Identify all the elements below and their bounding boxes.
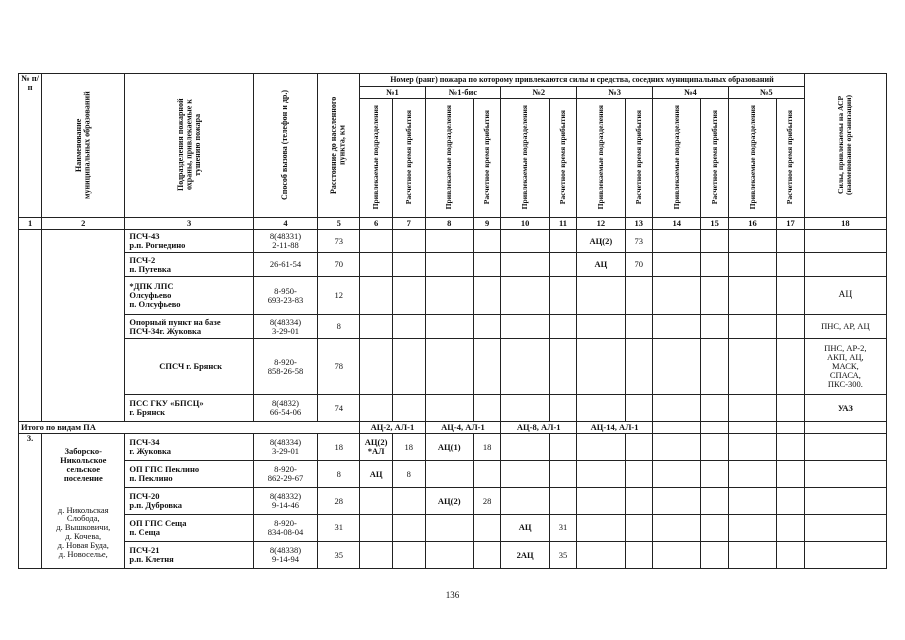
- rank1bis-units-cell: [425, 541, 473, 568]
- rank2-units-cell: 2АЦ: [501, 541, 549, 568]
- rank2-time-cell: [549, 434, 576, 461]
- unit-cell: ОП ГПС Сеща п. Сеща: [125, 514, 254, 541]
- asr-cell: ПНС, АР, АЦ: [804, 315, 886, 339]
- totals-label: Итого по видам ПА: [19, 422, 360, 434]
- header-rank-1bis: №1-бис: [425, 87, 501, 99]
- unit-cell: СПСЧ г. Брянск: [125, 339, 254, 395]
- total-rank-3: АЦ-14, АЛ-1: [577, 422, 653, 434]
- header-rank-4: №4: [652, 87, 728, 99]
- rank1bis-time-cell: [473, 514, 500, 541]
- distance-cell: 8: [318, 460, 360, 487]
- phone-cell: 8-920- 834-08-04: [253, 514, 317, 541]
- table-row: [19, 339, 887, 395]
- asr-cell: УАЗ: [804, 395, 886, 422]
- section-villages: д. Никольская Слобода, д. Вышковичи, д. Кочева, д. Новая Буда, д. Новоселье,: [56, 504, 111, 560]
- unit-cell: ПСЧ-34 г. Жуковка: [125, 434, 254, 461]
- header-call-text: Способ вызова (телефон и др.): [280, 89, 290, 200]
- phone-cell: 8-950- 693-23-83: [253, 277, 317, 315]
- rank1bis-units-cell: АЦ(2): [425, 487, 473, 514]
- section-number: 3.: [19, 434, 42, 569]
- header-units-r1: [360, 99, 393, 218]
- phone-cell: 8(4832) 66-54-06: [253, 395, 317, 422]
- distance-cell: 73: [318, 230, 360, 253]
- unit-cell: ПСЧ-43 р.п. Рогнедино: [125, 230, 254, 253]
- sub-units-text: Привлекаемые подразделения: [595, 104, 605, 210]
- fire-forces-table: [18, 73, 887, 569]
- phone-cell: 8(48332) 9-14-46: [253, 487, 317, 514]
- header-time-r2: [549, 99, 576, 218]
- phone-cell: 8(48334) 3-29-01: [253, 315, 317, 339]
- rank3-units-cell: АЦ: [577, 253, 625, 277]
- sub-time-text: Расчетное время прибытия: [785, 109, 795, 205]
- sub-units-text: Привлекаемые подразделения: [520, 104, 530, 210]
- phone-cell: 8(48334) 3-29-01: [253, 434, 317, 461]
- asr-cell: АЦ: [804, 277, 886, 315]
- rank3-time-cell: [625, 277, 652, 315]
- table-row: [19, 253, 887, 277]
- section-muni-name: Заборско- Никольское сельское поселение: [60, 445, 107, 483]
- distance-cell: 28: [318, 487, 360, 514]
- table-row: [19, 460, 887, 487]
- rank3-units-cell: [577, 277, 625, 315]
- unit-cell: ОП ГПС Пеклино п. Пеклино: [125, 460, 254, 487]
- table-row: [19, 230, 887, 253]
- rank1-units-cell: [360, 514, 393, 541]
- col-num: 16: [728, 218, 776, 230]
- unit-cell: ПСЧ-20 р.п. Дубровка: [125, 487, 254, 514]
- header-time-r4: [701, 99, 728, 218]
- rank1bis-time-cell: 28: [473, 487, 500, 514]
- rank1-units-cell: [360, 541, 393, 568]
- header-units-text: Подразделения пожарной охраны, привлекаемые к тушению пожара: [175, 98, 202, 191]
- rank3-units-cell: АЦ(2): [577, 230, 625, 253]
- distance-cell: 74: [318, 395, 360, 422]
- rank1bis-time-cell: 18: [473, 434, 500, 461]
- header-muni: [42, 74, 125, 218]
- col-num: 8: [425, 218, 473, 230]
- table-row: [19, 514, 887, 541]
- phone-cell: 26-61-54: [253, 253, 317, 277]
- table-row: [19, 541, 887, 568]
- sub-units-text: Привлекаемые подразделения: [371, 104, 381, 210]
- col-num: 18: [804, 218, 886, 230]
- rank1-units-cell: [360, 487, 393, 514]
- sub-time-text: Расчетное время прибытия: [557, 109, 567, 205]
- unit-cell: ПСС ГКУ «БПСЦ» г. Брянск: [125, 395, 254, 422]
- sub-time-text: Расчетное время прибытия: [709, 109, 719, 205]
- rank2-time-cell: [549, 460, 576, 487]
- col-num: 5: [318, 218, 360, 230]
- header-distance: [318, 74, 360, 218]
- header-number: [19, 74, 42, 218]
- header-units-r5: [728, 99, 776, 218]
- col-num: 7: [392, 218, 425, 230]
- column-numbers-row: [19, 218, 887, 230]
- distance-cell: 35: [318, 541, 360, 568]
- header-units-r3: [577, 99, 625, 218]
- rank2-time-cell: 31: [549, 514, 576, 541]
- header-units: [125, 74, 254, 218]
- rank2-units-cell: АЦ: [501, 514, 549, 541]
- rank1bis-units-cell: АЦ(1): [425, 434, 473, 461]
- asr-cell: ПНС, АР-2, АКП, АЦ, МАСК, СПАСА, ПКС-300.: [804, 339, 886, 395]
- col-num: 13: [625, 218, 652, 230]
- header-call: [253, 74, 317, 218]
- header-asr: [804, 74, 886, 218]
- rank1bis-time-cell: [473, 541, 500, 568]
- phone-cell: 8-920- 858-26-58: [253, 339, 317, 395]
- unit-cell: Опорный пункт на базе ПСЧ-34г. Жуковка: [125, 315, 254, 339]
- header-units-r4: [652, 99, 700, 218]
- rank3-time-cell: 70: [625, 253, 652, 277]
- rank2-time-cell: 35: [549, 541, 576, 568]
- distance-cell: 31: [318, 514, 360, 541]
- unit-cell: ПСЧ-2 п. Путевка: [125, 253, 254, 277]
- col-num: 3: [125, 218, 254, 230]
- rank1-time-cell: [392, 514, 425, 541]
- empty-muni-cell: [42, 230, 125, 422]
- rank2-time-cell: [549, 487, 576, 514]
- sub-time-text: Расчетное время прибытия: [403, 109, 413, 205]
- col-num: 10: [501, 218, 549, 230]
- rank1bis-time-cell: [473, 460, 500, 487]
- table-row: [19, 395, 887, 422]
- asr-cell: [804, 253, 886, 277]
- rank3-units-cell: [577, 395, 625, 422]
- header-rank-group: Номер (ранг) пожара по которому привлекаются силы и средства, соседних муниципальных образований: [360, 74, 804, 87]
- header-number-text: № п/п: [21, 73, 40, 92]
- empty-number-cell: [19, 230, 42, 422]
- totals-row: [19, 422, 887, 434]
- phone-cell: 8(48331) 2-11-88: [253, 230, 317, 253]
- col-num: 9: [473, 218, 500, 230]
- rank1-time-cell: [392, 487, 425, 514]
- rank2-units-cell: [501, 460, 549, 487]
- distance-cell: 78: [318, 339, 360, 395]
- sub-time-text: Расчетное время прибытия: [482, 109, 492, 205]
- rank2-units-cell: [501, 487, 549, 514]
- table-row: [19, 315, 887, 339]
- rank1-units-cell: АЦ(2) *АЛ: [360, 434, 393, 461]
- rank3-units-cell: [577, 339, 625, 395]
- header-time-r1bis: [473, 99, 500, 218]
- col-num: 4: [253, 218, 317, 230]
- distance-cell: 70: [318, 253, 360, 277]
- col-num: 17: [777, 218, 804, 230]
- header-time-r5: [777, 99, 804, 218]
- rank1bis-units-cell: [425, 514, 473, 541]
- sub-time-text: Расчетное время прибытия: [633, 109, 643, 205]
- col-num: 14: [652, 218, 700, 230]
- page-number: 136: [445, 590, 460, 600]
- header-time-r1: [392, 99, 425, 218]
- sub-units-text: Привлекаемые подразделения: [747, 104, 757, 210]
- table-row: [19, 434, 887, 461]
- header-time-r3: [625, 99, 652, 218]
- rank1-time-cell: [392, 541, 425, 568]
- rank1-time-cell: 8: [392, 460, 425, 487]
- rank1bis-units-cell: [425, 460, 473, 487]
- header-units-r2: [501, 99, 549, 218]
- rank3-time-cell: [625, 315, 652, 339]
- rank1-units-cell: АЦ: [360, 460, 393, 487]
- total-rank-1: АЦ-2, АЛ-1: [360, 422, 425, 434]
- asr-cell: [804, 230, 886, 253]
- header-distance-text: Расстояние до населенного пункта, км: [329, 95, 347, 194]
- col-num: 6: [360, 218, 393, 230]
- total-rank-1bis: АЦ-4, АЛ-1: [425, 422, 501, 434]
- header-rank-5: №5: [728, 87, 804, 99]
- header-rank-3: №3: [577, 87, 653, 99]
- header-rank-2: №2: [501, 87, 577, 99]
- phone-cell: 8-920- 862-29-67: [253, 460, 317, 487]
- table-row: [19, 277, 887, 315]
- rank3-time-cell: 73: [625, 230, 652, 253]
- header-units-r1bis: [425, 99, 473, 218]
- header-asr-text: Силы, привлекаемы на АСР (наименование организации): [836, 94, 854, 195]
- rank2-units-cell: [501, 434, 549, 461]
- header-rank-1: №1: [360, 87, 425, 99]
- table-row: [19, 487, 887, 514]
- unit-cell: ПСЧ-21 р.п. Клетня: [125, 541, 254, 568]
- distance-cell: 18: [318, 434, 360, 461]
- header-muni-text: Наименование муниципальных образований: [73, 90, 92, 199]
- col-num: 15: [701, 218, 728, 230]
- unit-cell: *ДПК ЛПС Олсуфьево п. Олсуфьево: [125, 277, 254, 315]
- col-num: 11: [549, 218, 576, 230]
- phone-cell: 8(48338) 9-14-94: [253, 541, 317, 568]
- rank3-time-cell: [625, 339, 652, 395]
- total-rank-2: АЦ-8, АЛ-1: [501, 422, 577, 434]
- rank3-time-cell: [625, 395, 652, 422]
- distance-cell: 8: [318, 315, 360, 339]
- section-muni: [42, 434, 125, 569]
- sub-units-text: Привлекаемые подразделения: [671, 104, 681, 210]
- sub-units-text: Привлекаемые подразделения: [444, 104, 454, 210]
- col-num: 12: [577, 218, 625, 230]
- col-num: 2: [42, 218, 125, 230]
- col-num: 1: [19, 218, 42, 230]
- rank1-time-cell: 18: [392, 434, 425, 461]
- rank3-units-cell: [577, 315, 625, 339]
- distance-cell: 12: [318, 277, 360, 315]
